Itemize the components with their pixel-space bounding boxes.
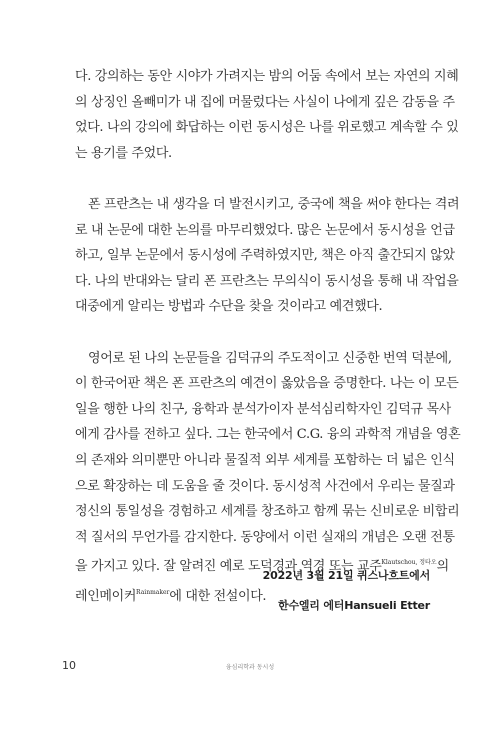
text-line: 으로 확장하는 데 도움을 줄 것이다. 동시성적 사건에서 우리는 물질과 [75,478,455,494]
text-segment: 을 가지고 있다. 잘 알려진 예로 도덕경과 역경 또는 교주 [75,559,382,575]
paragraph-1 [75,64,459,166]
text-line: 적 질서의 무언가를 감지한다. 동양에서 이런 실재의 개념은 오랜 전통 [75,529,455,545]
text-line: 에게 감사를 전하고 싶다. 그는 한국에서 C.G. 융의 과학적 개념을 영혼 [75,427,461,443]
text-line: 는 용기를 주었다. [75,145,172,161]
page-number: 10 [62,659,76,672]
text-line: 다. 나의 반대와는 달리 폰 프란츠는 무의식이 동시성을 통해 내 작업을 [75,273,459,289]
running-footer-title: 융심리학과 동시성 [225,664,275,671]
text-line: 었다. 나의 강의에 화답하는 이런 동시성은 나를 위로했고 계속할 수 있 [75,120,459,136]
footnote-sup: Rainmaker [136,588,170,596]
text-line: 로 내 논문에 대한 논의를 마무리했었다. 많은 논문에서 동시성을 언급 [75,222,455,238]
text-line: 의 상징인 올빼미가 내 집에 머물렀다는 사실이 나에게 깊은 감동을 주 [75,94,455,110]
paragraph-2 [75,192,460,320]
page-body [75,64,461,635]
signature-name: 한수엘리 에터Hansueli Etter [278,599,430,612]
text-line: 이 한국어판 책은 폰 프란츠의 예견이 옳았음을 증명한다. 나는 이 모든 [75,376,459,392]
text-line: 일을 행한 나의 친구, 융학과 분석가이자 분석심리학자인 김덕규 목사 [75,401,451,417]
text-line: 정신의 통일성을 경험하고 세계를 창조하고 함께 묶는 신비로운 비합리 [75,504,460,520]
text-line: 영어로 된 나의 논문들을 김덕규의 주도적이고 신중한 번역 덕분에, [88,350,452,366]
text-segment: 에 대한 전설이다. [169,588,267,604]
text-segment: 의 [436,559,449,575]
text-line: 하고, 일부 논문에서 동시성에 주력하였지만, 책은 아직 출간되지 않았 [75,248,455,264]
text-line: 다. 강의하는 동안 시야가 가려지는 밤의 어둠 속에서 보는 자연의 지혜 [75,69,459,84]
text-segment: 레인메이커 [75,588,137,604]
text-line: 의 존재와 의미뿐만 아니라 물질적 외부 세계를 포함하는 더 넓은 인식 [75,452,455,468]
text-line: 폰 프란츠는 내 생각을 더 발전시키고, 중국에 책을 써야 한다는 격려 [88,196,460,212]
text-line: 대중에게 알리는 방법과 수단을 찾을 것이라고 예견했다. [75,299,383,315]
footnote-sup: Klautschou, 정타오 [381,559,437,567]
signature-date: 2022년 3월 21일 퀴스나흐트에서 [262,569,430,582]
